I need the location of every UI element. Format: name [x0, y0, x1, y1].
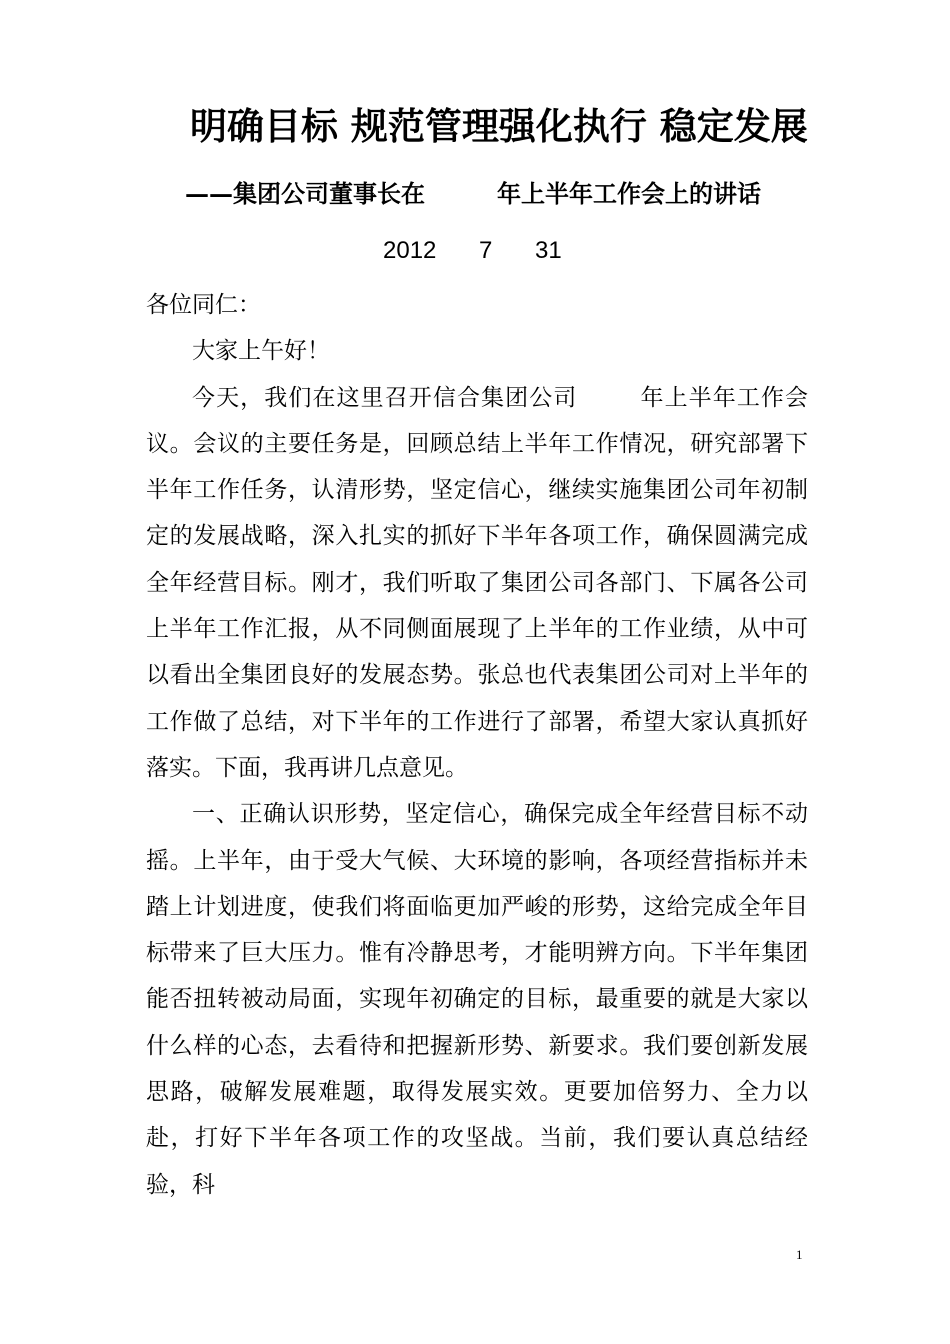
greeting: 大家上午好！	[192, 338, 330, 365]
paragraph-1	[146, 375, 808, 792]
paragraph-1-part-2: 年上半年工作会议。会议的主要任务是，回顾总结上半年工作情况，研究部署下半年工作任务，认清形势，坚定信心，继续实施集团公司年初制定的发展战略，深入扎实的抓好下半年各项工作，确保圆满完成全年经营目标。刚才，我们听取了集团公司各部门、下属各公司上半年工作汇报，从不同侧面展现了上半年的工作业绩，从中可以看出全集团良好的发展态势。张总也代表集团公司对上半年的工作做了总结，对下半年的工作进行了部署，希望大家认真抓好落实。下面，我再讲几点意见。	[146, 384, 809, 781]
date-year: 2012	[383, 237, 437, 264]
date-day: 31	[535, 237, 562, 264]
paragraph-2: 一、正确认识形势，坚定信心，确保完成全年经营目标不动摇。上半年，由于受大气候、大环境的影响，各项经营指标并未踏上计划进度，使我们将面临更加严峻的形势，这给完成全年目标带来了巨大压力。惟有冷静思考，才能明辨方向。下半年集团能否扭转被动局面，实现年初确定的目标，最重要的就是大家以什么样的心态，去看待和把握新形势、新要求。我们要创新发展思路，破解发展难题，取得发展实效。更要加倍努力、全力以赴，打好下半年各项工作的攻坚战。当前，我们要认真总结经验，科	[146, 801, 808, 1198]
paragraph-1-part-1: 今天，我们在这里召开信合集团公司	[192, 384, 578, 411]
salutation: 各位同仁：	[146, 292, 261, 318]
date-month: 7	[479, 237, 493, 264]
subtitle-part-1: ——集团公司董事长在	[185, 179, 425, 208]
document-title: 明确目标 规范管理强化执行 稳定发展	[190, 104, 808, 148]
document-body	[146, 282, 808, 1208]
page-number: 1	[796, 1247, 803, 1262]
document-subtitle	[185, 174, 825, 214]
document-date	[383, 233, 562, 269]
subtitle-part-2: 年上半年工作会上的讲话	[497, 179, 761, 208]
